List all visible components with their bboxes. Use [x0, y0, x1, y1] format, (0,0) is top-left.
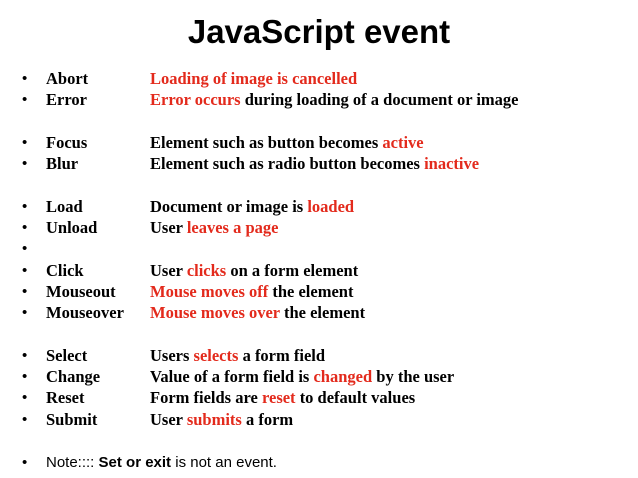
event-description — [150, 196, 354, 217]
event-name: Unload — [46, 218, 98, 238]
note-suffix: is not an event. — [171, 454, 277, 471]
highlighted-text: selects — [193, 345, 239, 365]
highlighted-text: inactive — [424, 154, 480, 174]
list-item — [0, 89, 638, 110]
bullet-icon: • — [22, 219, 28, 237]
list-item — [0, 238, 638, 259]
bullet-icon: • — [22, 70, 28, 87]
event-description — [150, 409, 293, 430]
list-item — [0, 196, 638, 217]
list-item — [0, 366, 638, 387]
bullet-icon: • — [22, 197, 28, 215]
description-text: by the user — [372, 367, 455, 387]
list-item — [0, 260, 638, 281]
event-description — [150, 345, 325, 366]
bullet-icon: • — [22, 155, 28, 173]
description-text: during loading of a document or image — [240, 90, 519, 110]
description-text: a form — [241, 409, 294, 429]
event-name: Blur — [46, 154, 79, 174]
highlighted-text: changed — [313, 367, 373, 387]
description-text: the element — [268, 281, 354, 301]
description-text: a form field — [238, 345, 326, 365]
event-name: Error — [46, 90, 87, 110]
bullet-icon: • — [22, 368, 28, 386]
bullet-icon: • — [22, 282, 28, 300]
note-strong: Set or exit — [98, 454, 172, 471]
event-list — [0, 68, 638, 430]
highlighted-text: leaves a page — [186, 218, 279, 238]
event-description — [150, 132, 424, 153]
bullet-icon: • — [22, 261, 28, 279]
event-description — [150, 366, 454, 387]
event-description — [150, 217, 278, 238]
event-name: Focus — [46, 132, 88, 152]
description-text: the element — [279, 303, 366, 323]
event-name: Mouseout — [46, 281, 116, 301]
bullet-icon: • — [22, 346, 28, 364]
description-text: Users — [150, 345, 194, 365]
event-description — [150, 281, 353, 302]
event-description — [150, 260, 358, 281]
event-name: Click — [46, 260, 84, 280]
list-item — [0, 153, 638, 174]
description-text: Element such as radio button becomes — [150, 154, 425, 174]
event-description — [150, 68, 357, 89]
description-text: Element such as button becomes — [150, 132, 383, 152]
description-text: Value of a form field is — [150, 367, 314, 387]
list-item — [0, 409, 638, 430]
event-name: Change — [46, 367, 101, 387]
note-text — [46, 452, 277, 474]
description-text: on a form element — [226, 260, 359, 280]
event-description — [150, 89, 519, 110]
list-item — [0, 281, 638, 302]
bullet-icon: • — [22, 389, 28, 407]
bullet-icon: • — [22, 454, 28, 471]
list-item — [0, 345, 638, 366]
bullet-icon: • — [22, 240, 28, 258]
description-text: Document or image is — [150, 196, 308, 216]
event-description — [150, 153, 479, 174]
highlighted-text: Mouse moves off — [150, 281, 269, 301]
event-name: Submit — [46, 409, 98, 429]
bullet-icon: • — [22, 91, 28, 109]
highlighted-text: Error occurs — [150, 90, 241, 110]
description-text: User — [150, 260, 187, 280]
event-name: Select — [46, 345, 88, 365]
bullet-icon: • — [22, 133, 28, 151]
description-text: User — [150, 218, 187, 238]
description-text: Form fields are — [150, 388, 262, 408]
list-item — [0, 132, 638, 153]
highlighted-text: submits — [186, 409, 242, 429]
list-item — [0, 302, 638, 323]
highlighted-text: clicks — [186, 260, 227, 280]
event-name: Load — [46, 196, 83, 216]
event-name: Reset — [46, 388, 85, 408]
note-row — [0, 452, 638, 474]
description-text: to default values — [295, 388, 416, 408]
description-text: User — [150, 409, 187, 429]
highlighted-text: reset — [261, 388, 296, 408]
highlighted-text: Mouse moves over — [150, 303, 280, 323]
bullet-icon: • — [22, 410, 28, 428]
event-description — [150, 302, 365, 323]
highlighted-text: Loading of image is cancelled — [150, 69, 358, 88]
event-name: Abort — [46, 69, 89, 88]
list-item — [0, 68, 638, 89]
event-description — [150, 387, 415, 408]
highlighted-text: active — [382, 132, 424, 152]
slide-title: JavaScript event — [187, 13, 451, 50]
bullet-icon: • — [22, 304, 28, 322]
list-item — [0, 217, 638, 238]
event-name: Mouseover — [46, 303, 124, 323]
highlighted-text: loaded — [307, 196, 355, 216]
note-prefix: Note:::: — [46, 454, 99, 471]
list-item — [0, 387, 638, 408]
